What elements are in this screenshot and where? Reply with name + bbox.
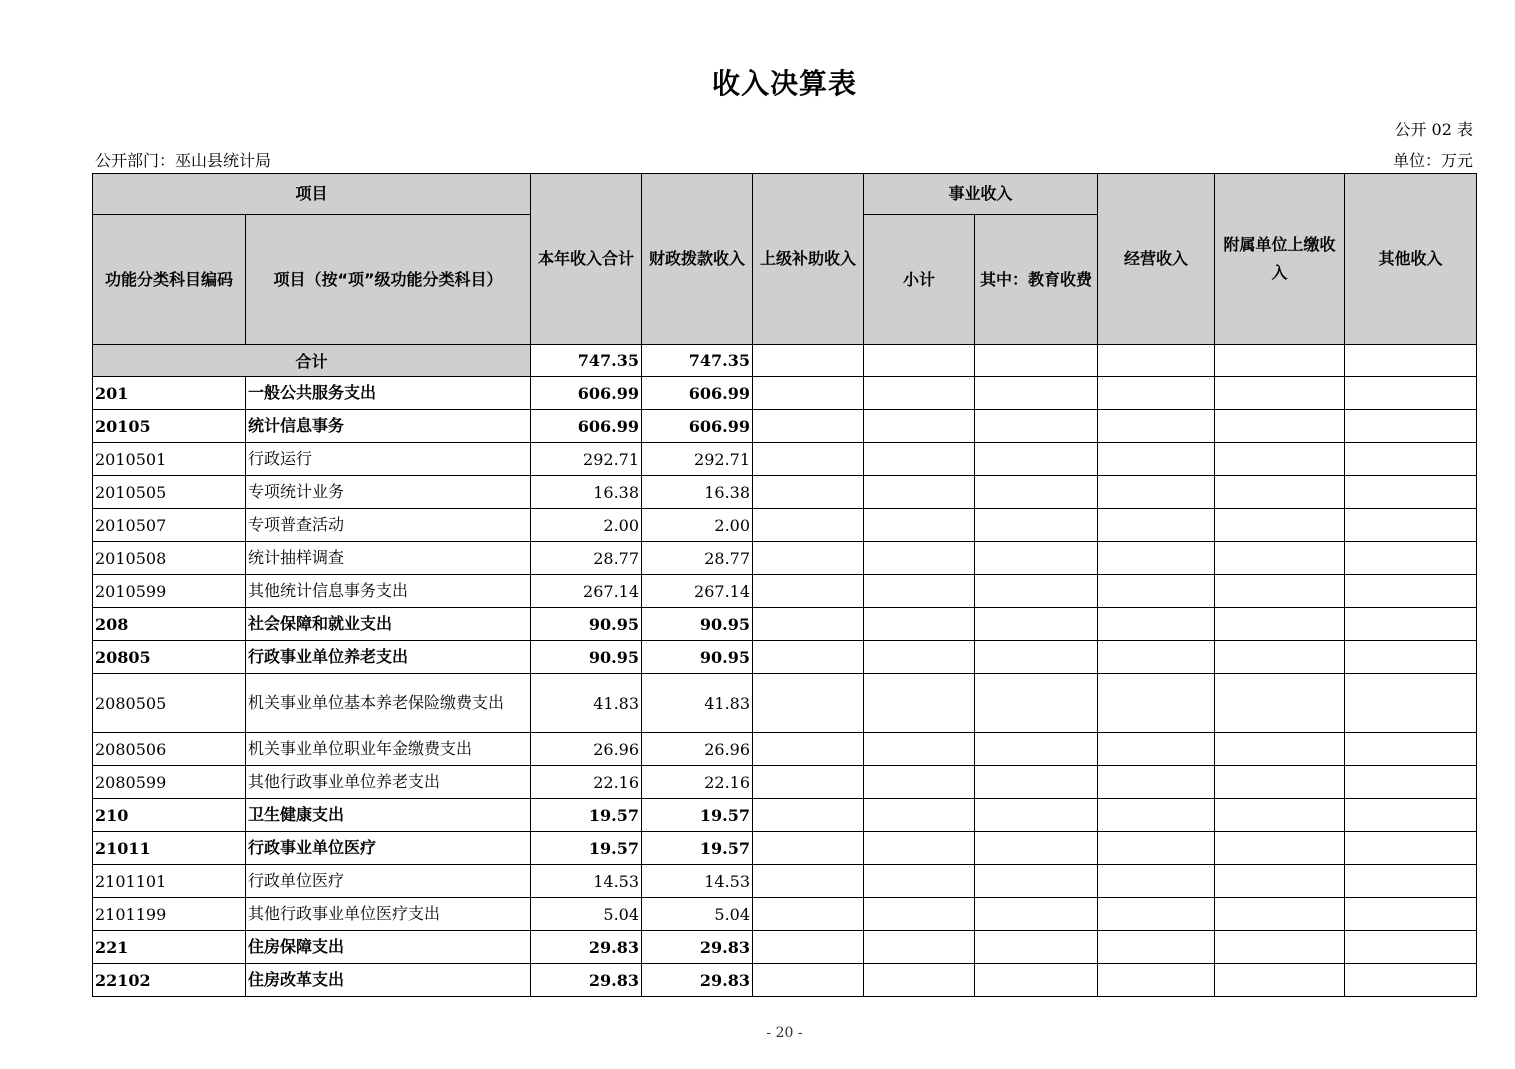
row-total-income: 19.57 <box>531 799 642 832</box>
row-name: 行政运行 <box>246 443 531 476</box>
cell <box>1215 443 1345 476</box>
table-row <box>93 832 1477 865</box>
cell <box>864 476 975 509</box>
cell <box>864 898 975 931</box>
table-row <box>93 964 1477 997</box>
cell <box>864 733 975 766</box>
cell <box>753 410 864 443</box>
cell <box>1345 766 1477 799</box>
cell <box>753 509 864 542</box>
cell <box>1345 443 1477 476</box>
department-label: 公开部门：巫山县统计局 <box>95 151 272 170</box>
row-name: 一般公共服务支出 <box>246 377 531 410</box>
cell <box>1345 641 1477 674</box>
row-name: 其他统计信息事务支出 <box>246 575 531 608</box>
total-label: 合计 <box>93 345 531 377</box>
cell <box>864 832 975 865</box>
row-code: 2010599 <box>93 575 246 608</box>
cell <box>864 766 975 799</box>
cell <box>864 575 975 608</box>
cell <box>1098 443 1215 476</box>
table-row <box>93 799 1477 832</box>
cell <box>1098 345 1215 377</box>
cell <box>1345 832 1477 865</box>
table-row <box>93 898 1477 931</box>
cell <box>1098 377 1215 410</box>
cell <box>753 766 864 799</box>
cell <box>1215 410 1345 443</box>
cell <box>1098 766 1215 799</box>
cell <box>1215 377 1345 410</box>
cell <box>1215 799 1345 832</box>
cell <box>753 799 864 832</box>
table-row <box>93 931 1477 964</box>
cell <box>1345 733 1477 766</box>
cell <box>1098 733 1215 766</box>
row-fiscal: 606.99 <box>642 410 753 443</box>
cell <box>753 575 864 608</box>
page-title: 收入决算表 <box>711 67 857 100</box>
unit-label: 单位：万元 <box>1392 151 1473 170</box>
cell <box>1345 674 1477 733</box>
header-education-fee: 其中：教育收费 <box>975 215 1098 345</box>
row-code: 2080505 <box>93 674 246 733</box>
row-code: 221 <box>93 931 246 964</box>
table-row <box>93 410 1477 443</box>
cell <box>753 832 864 865</box>
cell <box>864 865 975 898</box>
cell <box>1345 608 1477 641</box>
cell <box>975 832 1098 865</box>
cell <box>1098 799 1215 832</box>
total-income-value: 747.35 <box>531 345 642 377</box>
cell <box>1345 931 1477 964</box>
row-name: 卫生健康支出 <box>246 799 531 832</box>
page-number: - 20 - <box>766 1025 803 1041</box>
row-code: 20805 <box>93 641 246 674</box>
cell <box>975 443 1098 476</box>
cell <box>753 931 864 964</box>
cell <box>975 575 1098 608</box>
cell <box>1098 542 1215 575</box>
cell <box>975 608 1098 641</box>
row-total-income: 90.95 <box>531 641 642 674</box>
cell <box>1215 575 1345 608</box>
row-total-income: 29.83 <box>531 931 642 964</box>
table-row <box>93 674 1477 733</box>
cell <box>1345 476 1477 509</box>
cell <box>864 509 975 542</box>
header-affiliated: 附属单位上缴收入 <box>1215 174 1345 345</box>
table-row <box>93 766 1477 799</box>
row-code: 2010505 <box>93 476 246 509</box>
total-fiscal-value: 747.35 <box>642 345 753 377</box>
cell <box>864 377 975 410</box>
cell <box>1215 542 1345 575</box>
row-name: 行政事业单位医疗 <box>246 832 531 865</box>
row-fiscal: 606.99 <box>642 377 753 410</box>
header-subtotal: 小计 <box>864 215 975 345</box>
cell <box>1215 608 1345 641</box>
cell <box>1215 931 1345 964</box>
table-row <box>93 443 1477 476</box>
cell <box>1345 377 1477 410</box>
cell <box>975 766 1098 799</box>
cell <box>1098 575 1215 608</box>
cell <box>1345 345 1477 377</box>
cell <box>1098 865 1215 898</box>
cell <box>864 410 975 443</box>
cell <box>1215 345 1345 377</box>
row-total-income: 267.14 <box>531 575 642 608</box>
cell <box>1215 865 1345 898</box>
cell <box>1215 476 1345 509</box>
row-fiscal: 90.95 <box>642 608 753 641</box>
row-total-income: 29.83 <box>531 964 642 997</box>
cell <box>1345 542 1477 575</box>
header-superior: 上级补助收入 <box>753 174 864 345</box>
table-row <box>93 542 1477 575</box>
row-code: 22102 <box>93 964 246 997</box>
row-code: 2010508 <box>93 542 246 575</box>
cell <box>1215 898 1345 931</box>
row-code: 2080506 <box>93 733 246 766</box>
cell <box>753 898 864 931</box>
cell <box>975 476 1098 509</box>
cell <box>753 964 864 997</box>
row-total-income: 16.38 <box>531 476 642 509</box>
row-code: 210 <box>93 799 246 832</box>
table-row <box>93 608 1477 641</box>
cell <box>1345 410 1477 443</box>
cell <box>753 608 864 641</box>
row-name: 行政事业单位养老支出 <box>246 641 531 674</box>
cell <box>864 964 975 997</box>
cell <box>1345 865 1477 898</box>
table-row <box>93 641 1477 674</box>
cell <box>975 799 1098 832</box>
row-code: 2101199 <box>93 898 246 931</box>
row-fiscal: 28.77 <box>642 542 753 575</box>
row-fiscal: 26.96 <box>642 733 753 766</box>
row-total-income: 14.53 <box>531 865 642 898</box>
cell <box>1215 766 1345 799</box>
row-fiscal: 14.53 <box>642 865 753 898</box>
cell <box>1098 641 1215 674</box>
row-fiscal: 5.04 <box>642 898 753 931</box>
cell <box>864 931 975 964</box>
cell <box>753 733 864 766</box>
cell <box>975 377 1098 410</box>
total-row <box>93 345 1477 377</box>
cell <box>975 865 1098 898</box>
cell <box>1345 575 1477 608</box>
cell <box>864 443 975 476</box>
header-project: 项目 <box>93 174 531 215</box>
row-code: 2010501 <box>93 443 246 476</box>
cell <box>1215 509 1345 542</box>
cell <box>753 345 864 377</box>
cell <box>753 641 864 674</box>
cell <box>975 898 1098 931</box>
cell <box>975 733 1098 766</box>
row-total-income: 2.00 <box>531 509 642 542</box>
row-fiscal: 19.57 <box>642 799 753 832</box>
row-code: 21011 <box>93 832 246 865</box>
cell <box>1098 898 1215 931</box>
cell <box>864 345 975 377</box>
row-fiscal: 16.38 <box>642 476 753 509</box>
cell <box>1098 476 1215 509</box>
row-name: 专项统计业务 <box>246 476 531 509</box>
row-fiscal: 41.83 <box>642 674 753 733</box>
cell <box>753 865 864 898</box>
cell <box>975 641 1098 674</box>
table-row <box>93 865 1477 898</box>
row-code: 20105 <box>93 410 246 443</box>
row-total-income: 90.95 <box>531 608 642 641</box>
row-fiscal: 267.14 <box>642 575 753 608</box>
cell <box>1345 509 1477 542</box>
row-fiscal: 19.57 <box>642 832 753 865</box>
row-code: 2080599 <box>93 766 246 799</box>
header-total-income: 本年收入合计 <box>531 174 642 345</box>
cell <box>975 674 1098 733</box>
income-table <box>92 173 1477 997</box>
header-code: 功能分类科目编码 <box>93 215 246 345</box>
row-name: 其他行政事业单位养老支出 <box>246 766 531 799</box>
cell <box>975 931 1098 964</box>
row-total-income: 606.99 <box>531 410 642 443</box>
form-number: 公开 02 表 <box>1394 120 1473 139</box>
row-name: 机关事业单位基本养老保险缴费支出 <box>246 674 531 733</box>
cell <box>864 799 975 832</box>
cell <box>975 964 1098 997</box>
cell <box>1098 410 1215 443</box>
row-total-income: 5.04 <box>531 898 642 931</box>
cell <box>753 542 864 575</box>
cell <box>864 608 975 641</box>
cell <box>1215 674 1345 733</box>
cell <box>975 542 1098 575</box>
row-name: 行政单位医疗 <box>246 865 531 898</box>
row-total-income: 22.16 <box>531 766 642 799</box>
cell <box>975 509 1098 542</box>
row-total-income: 19.57 <box>531 832 642 865</box>
cell <box>1215 733 1345 766</box>
row-fiscal: 29.83 <box>642 964 753 997</box>
cell <box>1098 608 1215 641</box>
cell <box>1345 964 1477 997</box>
table-row <box>93 733 1477 766</box>
row-name: 机关事业单位职业年金缴费支出 <box>246 733 531 766</box>
row-code: 2101101 <box>93 865 246 898</box>
cell <box>753 443 864 476</box>
row-fiscal: 90.95 <box>642 641 753 674</box>
cell <box>864 674 975 733</box>
header-other: 其他收入 <box>1345 174 1477 345</box>
row-fiscal: 22.16 <box>642 766 753 799</box>
table-row <box>93 509 1477 542</box>
table-row <box>93 377 1477 410</box>
row-total-income: 41.83 <box>531 674 642 733</box>
cell <box>1215 832 1345 865</box>
row-fiscal: 292.71 <box>642 443 753 476</box>
cell <box>1098 832 1215 865</box>
row-fiscal: 2.00 <box>642 509 753 542</box>
cell <box>975 410 1098 443</box>
row-name: 社会保障和就业支出 <box>246 608 531 641</box>
cell <box>1215 964 1345 997</box>
row-name: 统计信息事务 <box>246 410 531 443</box>
cell <box>753 377 864 410</box>
header-name: 项目（按“项”级功能分类科目） <box>246 215 531 345</box>
row-total-income: 28.77 <box>531 542 642 575</box>
row-total-income: 292.71 <box>531 443 642 476</box>
cell <box>1345 898 1477 931</box>
row-code: 2010507 <box>93 509 246 542</box>
row-name: 住房改革支出 <box>246 964 531 997</box>
row-total-income: 26.96 <box>531 733 642 766</box>
cell <box>1098 509 1215 542</box>
cell <box>864 641 975 674</box>
row-total-income: 606.99 <box>531 377 642 410</box>
row-fiscal: 29.83 <box>642 931 753 964</box>
row-name: 其他行政事业单位医疗支出 <box>246 898 531 931</box>
cell <box>1098 964 1215 997</box>
row-name: 专项普查活动 <box>246 509 531 542</box>
row-code: 208 <box>93 608 246 641</box>
table-row <box>93 575 1477 608</box>
header-fiscal: 财政拨款收入 <box>642 174 753 345</box>
cell <box>1345 799 1477 832</box>
cell <box>864 542 975 575</box>
row-code: 201 <box>93 377 246 410</box>
row-name: 住房保障支出 <box>246 931 531 964</box>
cell <box>753 674 864 733</box>
header-operating: 经营收入 <box>1098 174 1215 345</box>
cell <box>975 345 1098 377</box>
cell <box>1098 674 1215 733</box>
table-row <box>93 476 1477 509</box>
cell <box>1215 641 1345 674</box>
cell <box>1098 931 1215 964</box>
cell <box>753 476 864 509</box>
row-name: 统计抽样调查 <box>246 542 531 575</box>
header-business: 事业收入 <box>864 174 1098 215</box>
